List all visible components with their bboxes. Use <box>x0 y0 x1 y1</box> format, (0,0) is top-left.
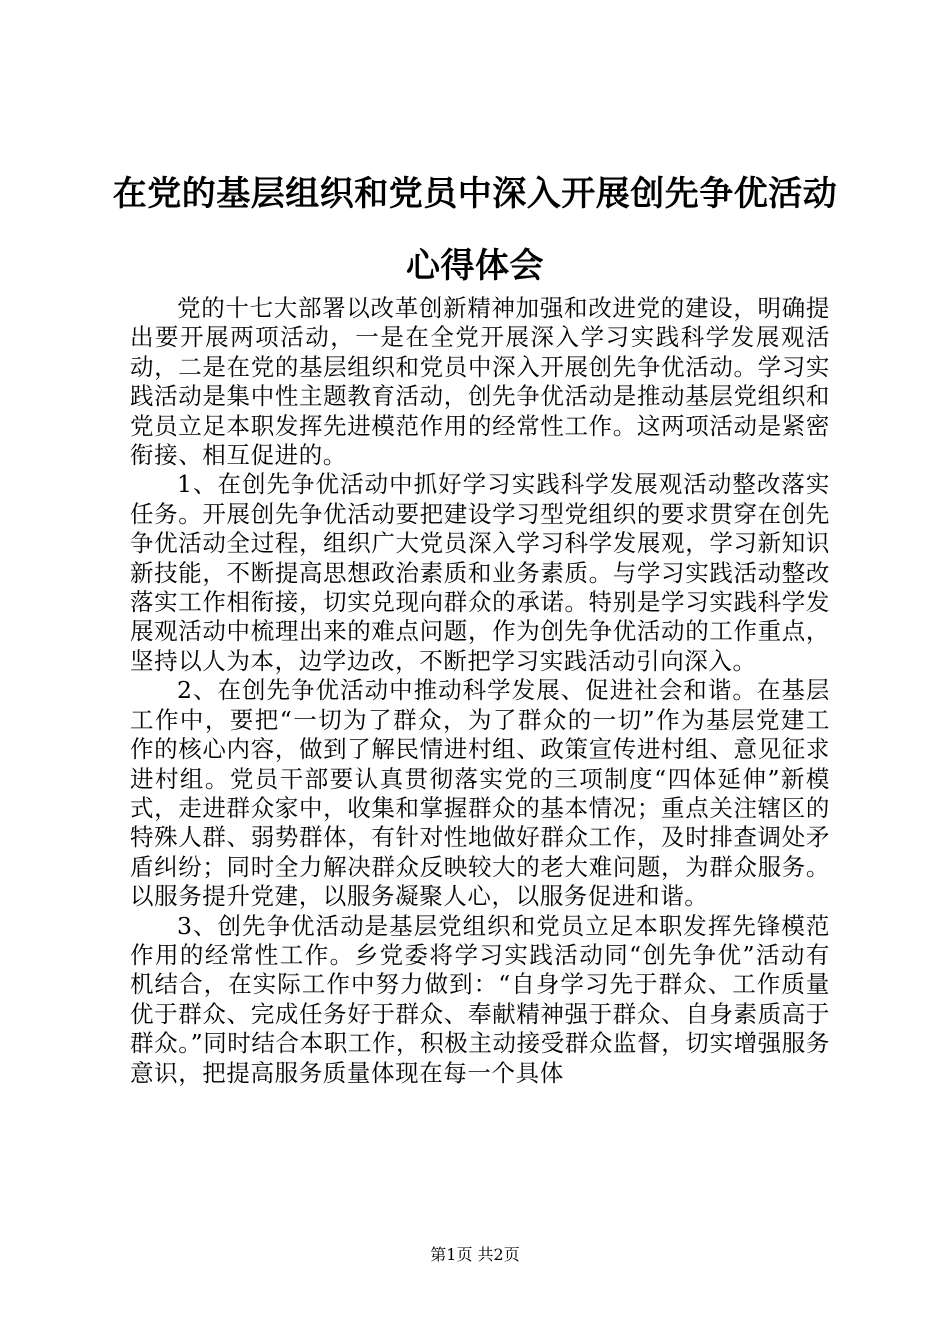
page-number-footer: 第1页 共2页 <box>430 1245 520 1264</box>
document-title: 在党的基层组织和党员中深入开展创先争优活动心得体会 <box>112 174 838 286</box>
paragraph-intro: 党的十七大部署以改革创新精神加强和改进党的建设，明确提出要开展两项活动，一是在全党开展深入学习实践科学发展观活动，二是在党的基层组织和党员中深入开展创先争优活动。学习实践活动是集中性主题教育活动，创先争优活动是推动基层党组织和党员立足本职发挥先进模范作用的经常性工作。这两项活动是紧密衔接、相互促进的。 <box>130 294 830 470</box>
paragraph-point-2: 2、在创先争优活动中推动科学发展、促进社会和谐。在基层工作中，要把“一切为了群众，为了群众的一切”作为基层党建工作的核心内容，做到了解民情进村组、政策宣传进村组、意见征求进村组。党员干部要认真贯彻落实党的三项制度“四体延伸”新模式，走进群众家中，收集和掌握群众的基本情况；重点关注辖区的特殊人群、弱势群体，有针对性地做好群众工作，及时排查调处矛盾纠纷；同时全力解决群众反映较大的老大难问题，为群众服务。以服务提升党建，以服务凝聚人心，以服务促进和谐。 <box>130 676 830 911</box>
paragraph-point-1: 1、在创先争优活动中抓好学习实践科学发展观活动整改落实任务。开展创先争优活动要把建设学习型党组织的要求贯穿在创先争优活动全过程，组织广大党员深入学习科学发展观，学习新知识新技能，不断提高思想政治素质和业务素质。与学习实践活动整改落实工作相衔接，切实兑现向群众的承诺。特别是学习实践科学发展观活动中梳理出来的难点问题，作为创先争优活动的工作重点，坚持以人为本，边学边改，不断把学习实践活动引向深入。 <box>130 470 830 675</box>
document-body <box>130 294 830 1088</box>
paragraph-point-3: 3、创先争优活动是基层党组织和党员立足本职发挥先锋模范作用的经常性工作。乡党委将学习实践活动同“创先争优”活动有机结合，在实际工作中努力做到：“自身学习先于群众、工作质量优于群众、完成任务好于群众、奉献精神强于群众、自身素质高于群众。”同时结合本职工作，积极主动接受群众监督，切实增强服务意识，把提高服务质量体现在每一个具体 <box>130 911 830 1087</box>
